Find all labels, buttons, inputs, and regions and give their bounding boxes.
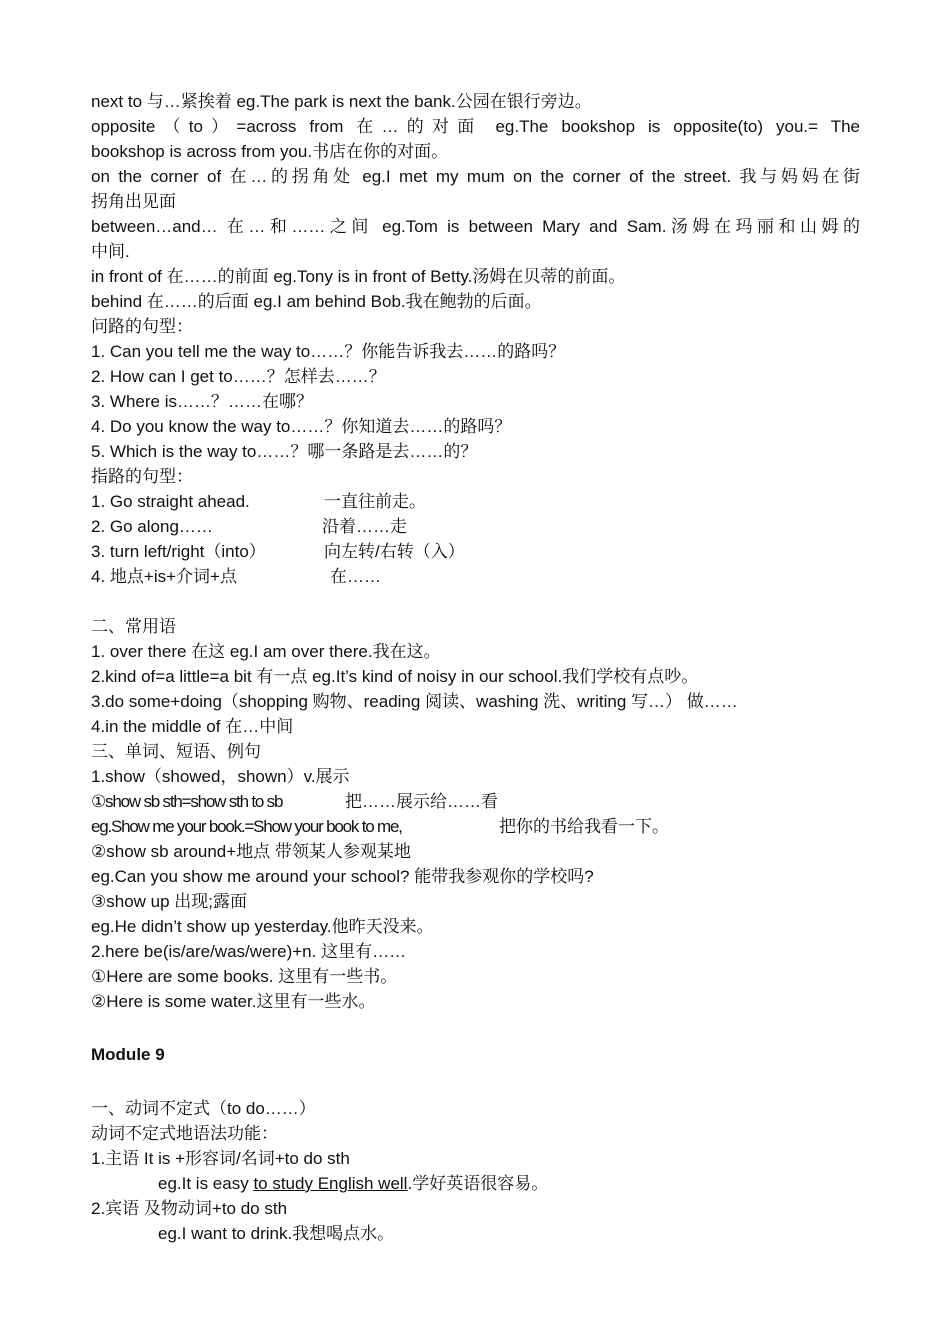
between-line-2: 中间. xyxy=(91,242,130,261)
show-usage-c-example: eg.He didn’t show up yesterday.他昨天没来。 xyxy=(91,917,434,936)
vocab-heading: 三、单词、短语、例句 xyxy=(91,742,261,761)
corner-line-2: 拐角出见面 xyxy=(91,192,176,211)
show-usage-a-example-zh: 把你的书给我看一下。 xyxy=(499,817,669,836)
show-title: 1.show（showed，shown）v.展示 xyxy=(91,767,350,786)
show-usage-a-example xyxy=(91,814,860,839)
phrase-item: 4.in the middle of 在…中间 xyxy=(91,717,294,736)
direction-zh: 向左转/右转（入） xyxy=(324,542,465,561)
infinitive-object: 2.宾语 及物动词+to do sth xyxy=(91,1199,288,1218)
ask-way-item: 4. Do you know the way to……？你知道去……的路吗？ xyxy=(91,417,512,436)
infinitive-subject-example xyxy=(158,1171,858,1196)
between-line-1: between…and… 在…和……之间 eg.Tom is between Mary and Sam.汤姆在玛丽和山姆的 xyxy=(91,217,860,236)
phrase-item: 1. over there 在这 eg.I am over there.我在这。 xyxy=(91,642,441,661)
infinitive-subject: 1.主语 It is +形容词/名词+to do sth xyxy=(91,1149,350,1168)
here-be-example: ①Here are some books. 这里有一些书。 xyxy=(91,967,398,986)
phrase-item: 2.kind of=a little=a bit 有一点 eg.It’s kind of noisy in our school.我们学校有点吵。 xyxy=(91,667,699,686)
common-phrases-heading: 二、常用语 xyxy=(91,617,176,636)
show-usage-a-zh: 把……展示给……看 xyxy=(345,792,498,811)
phrase-item: 3.do some+doing（shopping 购物、reading 阅读、washing 洗、writing 写…） 做…… xyxy=(91,692,738,711)
show-usage-b-example: eg.Can you show me around your school? 能带我参观你的学校吗? xyxy=(91,867,594,886)
infinitive-heading: 一、动词不定式（to do……） xyxy=(91,1099,316,1118)
next-to-line: next to 与…紧挨着 eg.The park is next the bank.公园在银行旁边。 xyxy=(91,92,592,111)
show-usage-c: ③show up 出现;露面 xyxy=(91,892,248,911)
direction-en: 3. turn left/right（into） xyxy=(91,542,266,561)
show-usage-a-en: ①show sb sth=show sth to sb xyxy=(91,792,283,811)
show-usage-a xyxy=(91,789,860,814)
direction-zh: 沿着……走 xyxy=(322,517,407,536)
corner-line-1: on the corner of 在…的拐角处 eg.I met my mum on the corner of the street. 我与妈妈在街 xyxy=(91,167,860,186)
ask-way-heading: 问路的句型： xyxy=(91,317,193,336)
here-be-title: 2.here be(is/are/was/were)+n. 这里有…… xyxy=(91,942,407,961)
here-be-example: ②Here is some water.这里有一些水。 xyxy=(91,992,376,1011)
direction-zh: 一直往前走。 xyxy=(324,492,426,511)
ask-way-item: 5. Which is the way to……？哪一条路是去……的？ xyxy=(91,442,478,461)
direction-en: 2. Go along…… xyxy=(91,517,213,536)
ask-way-item: 1. Can you tell me the way to……？你能告诉我去……的路吗？ xyxy=(91,342,566,361)
infinitive-subheading: 动词不定式地语法功能： xyxy=(91,1124,278,1143)
example-suffix: .学好英语很容易。 xyxy=(407,1174,549,1193)
direction-item xyxy=(91,539,860,564)
in-front-line: in front of 在……的前面 eg.Tony is in front of Betty.汤姆在贝蒂的前面。 xyxy=(91,267,626,286)
module-title: Module 9 xyxy=(91,1045,165,1064)
direction-item xyxy=(91,489,860,514)
ask-way-item: 2. How can I get to……？怎样去……？ xyxy=(91,367,386,386)
underlined-phrase: to study English well xyxy=(253,1174,408,1193)
direction-item xyxy=(91,564,860,589)
direction-en: 4. 地点+is+介词+点 xyxy=(91,567,237,586)
direction-item xyxy=(91,514,860,539)
opposite-line-1: opposite（to）=across from 在…的对面 eg.The bookshop is opposite(to) you.= The xyxy=(91,117,860,136)
ask-way-item: 3. Where is……？……在哪？ xyxy=(91,392,313,411)
behind-line: behind 在……的后面 eg.I am behind Bob.我在鲍勃的后面。 xyxy=(91,292,542,311)
direction-zh: 在…… xyxy=(330,567,381,586)
show-usage-a-example-en: eg.Show me your book.=Show your book to me, xyxy=(91,817,402,836)
infinitive-object-example: eg.I want to drink.我想喝点水。 xyxy=(158,1224,395,1243)
example-prefix: eg.It is easy xyxy=(158,1174,254,1193)
give-directions-heading: 指路的句型： xyxy=(91,467,193,486)
direction-en: 1. Go straight ahead. xyxy=(91,492,250,511)
opposite-line-2: bookshop is across from you.书店在你的对面。 xyxy=(91,142,449,161)
show-usage-b: ②show sb around+地点 带领某人参观某地 xyxy=(91,842,411,861)
